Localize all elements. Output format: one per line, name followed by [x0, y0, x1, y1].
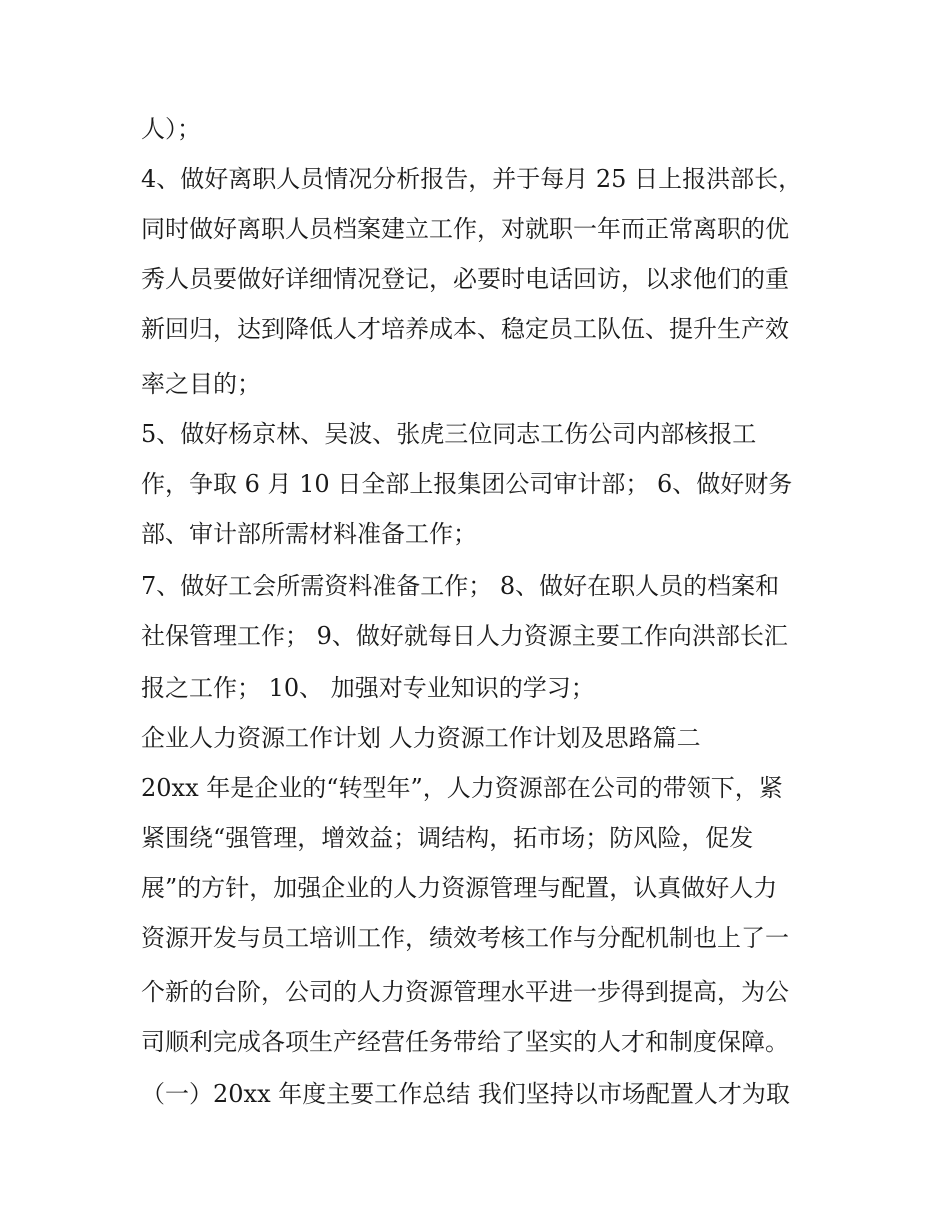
text-line: 率之目的；: [141, 370, 261, 398]
text-line: 20xx 年是企业的“转型年”，人力资源部在公司的带领下，紧: [141, 774, 783, 802]
text-line: 新回归，达到降低人才培养成本、稳定员工队伍、提升生产效: [141, 315, 789, 343]
text-line: 秀人员要做好详细情况登记，必要时电话回访，以求他们的重: [141, 265, 789, 293]
text-line: 作，争取 6 月 10 日全部上报集团公司审计部； 6、做好财务: [141, 470, 793, 498]
text-line: （一）20xx 年度主要工作总结 我们坚持以市场配置人才为取: [141, 1080, 790, 1108]
text-line: 5、做好杨京林、吴波、张虎三位同志工伤公司内部核报工: [141, 420, 757, 448]
text-line: 个新的台阶，公司的人力资源管理水平进一步得到提高，为公: [141, 978, 789, 1006]
text-line: 紧围绕“强管理，增效益；调结构，拓市场；防风险，促发: [141, 824, 754, 852]
text-line: 人）；: [141, 115, 201, 143]
section-heading: 企业人力资源工作计划 人力资源工作计划及思路篇二: [141, 724, 701, 752]
text-line: 部、审计部所需材料准备工作；: [141, 520, 477, 548]
text-line: 司顺利完成各项生产经营任务带给了坚实的人才和制度保障。: [141, 1028, 789, 1056]
text-line: 展”的方针，加强企业的人力资源管理与配置，认真做好人力: [141, 874, 778, 902]
text-line: 报之工作； 10、 加强对专业知识的学习；: [141, 674, 595, 702]
text-line: 社保管理工作； 9、做好就每日人力资源主要工作向洪部长汇: [141, 622, 788, 650]
text-line: 4、做好离职人员情况分析报告，并于每月 25 日上报洪部长，: [141, 165, 803, 193]
text-line: 7、做好工会所需资料准备工作； 8、做好在职人员的档案和: [141, 572, 780, 600]
text-line: 资源开发与员工培训工作，绩效考核工作与分配机制也上了一: [141, 924, 789, 952]
text-line: 同时做好离职人员档案建立工作，对就职一年而正常离职的优: [141, 215, 789, 243]
